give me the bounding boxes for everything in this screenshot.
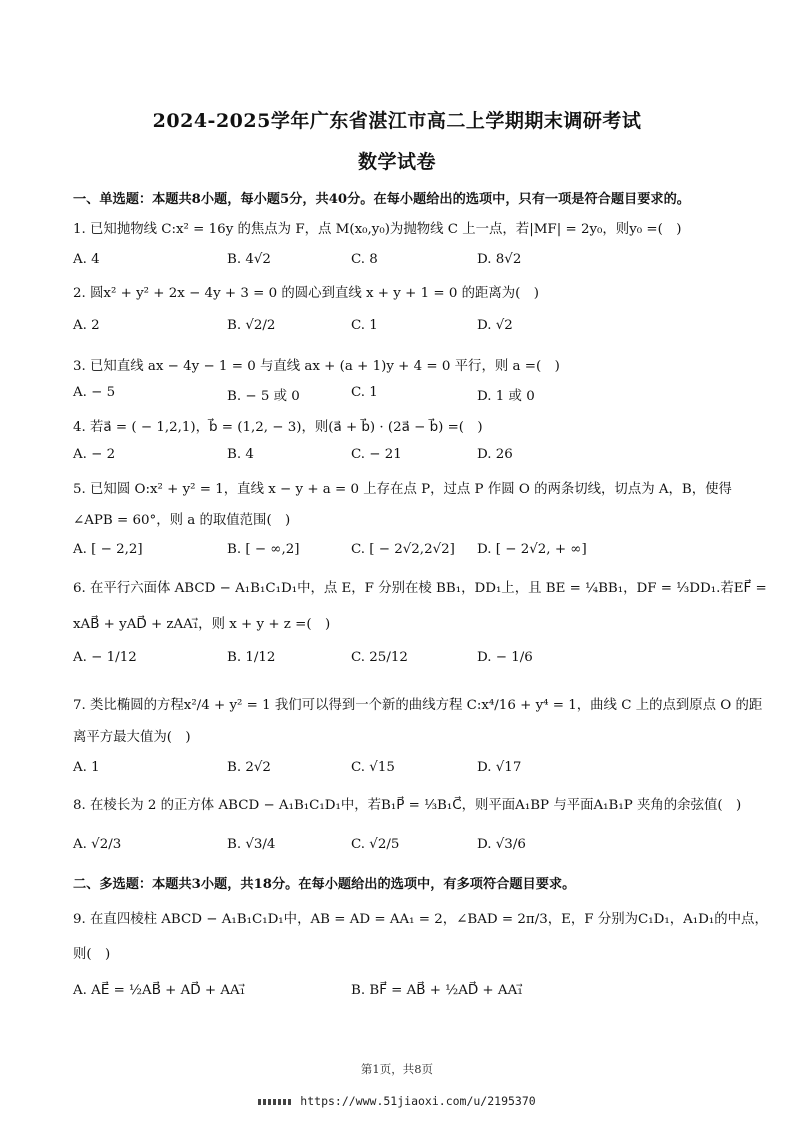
option-c: C. 8 — [351, 252, 378, 267]
option-b: B. 1/12 — [227, 650, 276, 665]
option-b: B. 2√2 — [227, 760, 271, 775]
option-d: D. 26 — [477, 447, 513, 462]
option-b: B. − 5 或 0 — [227, 389, 300, 404]
option-b: B. BF⃗ = AB⃗ + ½AD⃗ + AA₁⃗ — [351, 983, 523, 998]
source-url-line — [0, 1094, 794, 1108]
question-8-stem: 8. 在棱长为 2 的正方体 ABCD − A₁B₁C₁D₁中，若B₁P⃗ = ⅓B₁C⃗，则平面A₁BP 与平面A₁B₁P 夹角的余弦值( ) — [73, 798, 742, 813]
question-4-options — [73, 447, 733, 469]
option-b: B. 4 — [227, 447, 254, 462]
question-9-stem-line-2: 则( ) — [73, 947, 111, 962]
option-b: B. √3/4 — [227, 837, 276, 852]
option-b: B. √2/2 — [227, 318, 276, 333]
option-c: C. √2/5 — [351, 837, 400, 852]
exam-title: 2024-2025学年广东省湛江市高二上学期期末调研考试 — [152, 110, 642, 132]
question-6-stem-line-1: 6. 在平行六面体 ABCD − A₁B₁C₁D₁中，点 E，F 分别在棱 BB₁，DD₁上，且 BE = ¼BB₁，DF = ⅓DD₁.若EF⃗ = — [73, 581, 767, 596]
source-url: https://www.51jiaoxi.com/u/2195370 — [300, 1094, 536, 1108]
option-a: A. √2/3 — [73, 837, 122, 852]
option-b: B. [ − ∞,2] — [227, 542, 300, 557]
question-5-stem-line-2: ∠APB = 60°，则 a 的取值范围( ) — [73, 513, 291, 528]
section-multiple-choice: 二、多选题：本题共3小题，共18分。在每小题给出的选项中，有多项符合题目要求。 — [73, 877, 576, 892]
question-9-stem-line-1: 9. 在直四棱柱 ABCD − A₁B₁C₁D₁中，AB = AD = AA₁ = 2，∠BAD = 2π/3，E，F 分别为C₁D₁，A₁D₁的中点， — [73, 912, 768, 927]
option-c: C. − 21 — [351, 447, 402, 462]
option-a: A. [ − 2,2] — [73, 542, 143, 557]
option-d: D. 8√2 — [477, 252, 522, 267]
option-c: C. [ − 2√2,2√2] — [351, 542, 455, 557]
option-c: C. 1 — [351, 318, 378, 333]
option-d: D. √3/6 — [477, 837, 526, 852]
option-d: D. 1 或 0 — [477, 389, 535, 404]
question-3-stem: 3. 已知直线 ax − 4y − 1 = 0 与直线 ax + (a + 1)y + 4 = 0 平行，则 a =( ) — [73, 359, 560, 374]
question-8-options — [73, 837, 733, 859]
section-single-choice: 一、单选题：本题共8小题，每小题5分，共40分。在每小题给出的选项中，只有一项是符合题目要求的。 — [73, 192, 690, 207]
option-d: D. [ − 2√2, + ∞] — [477, 542, 587, 557]
option-d: D. √2 — [477, 318, 513, 333]
question-7-stem-line-1: 7. 类比椭圆的方程x²/4 + y² = 1 我们可以得到一个新的曲线方程 C:x⁴/16 + y⁴ = 1，曲线 C 上的点到原点 O 的距 — [73, 698, 763, 713]
exam-subtitle: 数学试卷 — [357, 151, 436, 173]
option-d: D. √17 — [477, 760, 522, 775]
question-1-stem: 1. 已知抛物线 C:x² = 16y 的焦点为 F，点 M(x₀,y₀)为抛物线 C 上一点，若|MF| = 2y₀，则y₀ =( ) — [73, 222, 682, 237]
question-4-stem: 4. 若a⃗ = ( − 1,2,1)，b⃗ = (1,2, − 3)，则(a⃗ + b⃗) · (2a⃗ − b⃗) =( ) — [73, 420, 483, 435]
option-a: A. − 1/12 — [73, 650, 137, 665]
option-d: D. − 1/6 — [477, 650, 533, 665]
question-5-stem-line-1: 5. 已知圆 O:x² + y² = 1，直线 x − y + a = 0 上存在点 P，过点 P 作圆 O 的两条切线，切点为 A，B，使得 — [73, 482, 732, 497]
question-1-options — [73, 252, 733, 274]
option-a: A. AE⃗ = ½AB⃗ + AD⃗ + AA₁⃗ — [73, 983, 246, 998]
question-6-options — [73, 650, 733, 672]
option-a: A. − 2 — [73, 447, 116, 462]
question-2-stem: 2. 圆x² + y² + 2x − 4y + 3 = 0 的圆心到直线 x + y + 1 = 0 的距离为( ) — [73, 286, 540, 301]
option-b: B. 4√2 — [227, 252, 271, 267]
option-c: C. √15 — [351, 760, 395, 775]
option-a: A. 4 — [73, 252, 100, 267]
question-9-options — [73, 983, 733, 1005]
question-3-options — [73, 385, 733, 407]
option-a: A. 1 — [73, 760, 100, 775]
question-2-options — [73, 318, 733, 340]
page-number: 第1页，共8页 — [360, 1062, 434, 1076]
question-7-options — [73, 760, 733, 782]
question-7-stem-line-2: 离平方最大值为( ) — [73, 730, 191, 745]
watermark-glyphs — [258, 1099, 292, 1105]
question-5-options — [73, 542, 733, 564]
option-a: A. 2 — [73, 318, 100, 333]
option-c: C. 1 — [351, 385, 378, 400]
option-c: C. 25/12 — [351, 650, 408, 665]
question-6-stem-line-2: xAB⃗ + yAD⃗ + zAA₁⃗，则 x + y + z =( ) — [73, 617, 331, 632]
option-a: A. − 5 — [73, 385, 116, 400]
